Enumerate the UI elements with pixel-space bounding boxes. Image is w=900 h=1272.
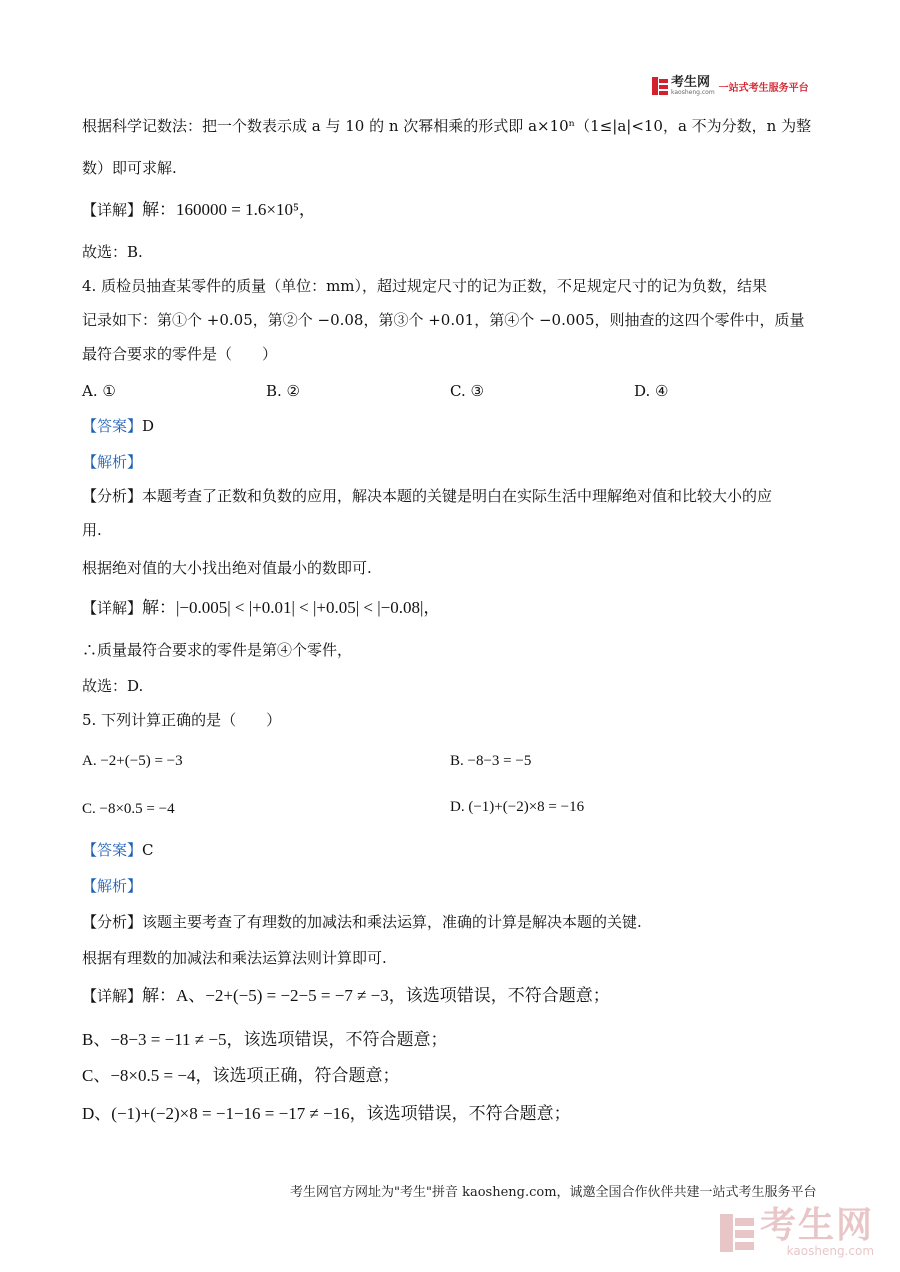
q5-analysis-tag: 【解析】 <box>82 877 143 895</box>
intro-detail <box>82 200 316 220</box>
fenxi-tag: 【分析】 <box>82 913 143 931</box>
q4-option-b: B. ② <box>266 382 301 400</box>
q4-method: 根据绝对值的大小找出绝对值最小的数即可. <box>82 559 372 577</box>
q5-answer <box>82 840 154 860</box>
q4-stem-2: 记录如下：第①个 +0.05，第②个 −0.08，第③个 +0.01，第④个 −0.005，则抽查的这四个零件中，质量 <box>82 311 805 329</box>
q4-detail-text: 解：|−0.005| < |+0.01| < |+0.05| < |−0.08|， <box>142 598 441 617</box>
q4-fenxi-2: 用. <box>82 521 102 539</box>
watermark-text: 考生网 <box>760 1205 875 1246</box>
watermark-logo-icon <box>720 1214 754 1252</box>
logo-mark-icon <box>652 77 668 95</box>
q5-option-b: B. −8−3 = −5 <box>450 753 532 769</box>
q4-fenxi-text: 本题考查了正数和负数的应用，解决本题的关键是明白在实际生活中理解绝对值和比较大小的应 <box>142 487 773 505</box>
watermark-site: kaosheng.com <box>786 1244 875 1258</box>
q4-detail <box>82 598 440 618</box>
q5-fenxi-text: 该题主要考查了有理数的加减法和乘法运算，准确的计算是解决本题的关键. <box>142 913 642 931</box>
detail-tag: 【详解】 <box>82 201 143 219</box>
q5-option-c: C. −8×0.5 = −4 <box>82 801 175 817</box>
q4-stem-3: 最符合要求的零件是（ ） <box>82 345 278 363</box>
q5-method: 根据有理数的加减法和乘法运算法则计算即可. <box>82 949 387 967</box>
q4-option-c: C. ③ <box>450 382 484 400</box>
detail-tag: 【详解】 <box>82 987 143 1005</box>
answer-tag: 【答案】 <box>82 417 143 435</box>
detail-tag: 【详解】 <box>82 599 143 617</box>
q4-stem-1: 4. 质检员抽查某零件的质量（单位：mm），超过规定尺寸的记为正数，不足规定尺寸的记为负数，结果 <box>82 277 768 295</box>
q4-option-a: A. ① <box>82 382 116 400</box>
q4-analysis-tag: 【解析】 <box>82 453 143 471</box>
q4-option-d: D. ④ <box>634 382 669 400</box>
q5-fenxi <box>82 912 642 932</box>
brand-slogan: 一站式考生服务平台 <box>718 82 809 94</box>
brand-name: 考生网 <box>671 75 711 90</box>
header-logo <box>652 74 809 98</box>
q4-answer-value: D <box>142 417 155 435</box>
fenxi-tag: 【分析】 <box>82 487 143 505</box>
answer-tag: 【答案】 <box>82 841 143 859</box>
brand-site: kaosheng.com <box>671 89 715 96</box>
q5-detail-b: B、−8−3 = −11 ≠ −5，该选项错误，不符合题意； <box>82 1030 448 1049</box>
q5-detail-a <box>82 986 610 1006</box>
intro-detail-text: 解：160000 = 1.6×10⁵， <box>142 200 316 219</box>
q4-answer <box>82 416 154 436</box>
intro-line-2: 数）即可求解. <box>82 159 177 177</box>
watermark <box>720 1205 875 1258</box>
q4-conclusion: ∴质量最符合要求的零件是第④个零件， <box>82 641 353 659</box>
q5-option-d: D. (−1)+(−2)×8 = −16 <box>450 799 585 815</box>
q5-answer-value: C <box>142 841 154 859</box>
q5-option-a: A. −2+(−5) = −3 <box>82 753 183 769</box>
q5-detail-a-text: 解：A、−2+(−5) = −2−5 = −7 ≠ −3，该选项错误，不符合题意； <box>142 986 610 1005</box>
logo-text <box>671 76 715 96</box>
intro-choice: 故选：B. <box>82 243 143 261</box>
q5-stem: 5. 下列计算正确的是（ ） <box>82 711 282 729</box>
page-footer: 考生网官方网址为"考生"拼音 kaosheng.com，诚邀全国合作伙伴共建一站式考生服务平台 <box>290 1185 817 1200</box>
q5-detail-c: C、−8×0.5 = −4，该选项正确，符合题意； <box>82 1066 400 1085</box>
q4-fenxi-1 <box>82 486 772 506</box>
q5-detail-d: D、(−1)+(−2)×8 = −1−16 = −17 ≠ −16，该选项错误，不符合题意； <box>82 1104 571 1123</box>
intro-line-1: 根据科学记数法：把一个数表示成 a 与 10 的 n 次幂相乘的形式即 a×10ⁿ（1≤|a|<10，a 不为分数，n 为整 <box>82 117 812 135</box>
q4-choice: 故选：D. <box>82 677 144 695</box>
